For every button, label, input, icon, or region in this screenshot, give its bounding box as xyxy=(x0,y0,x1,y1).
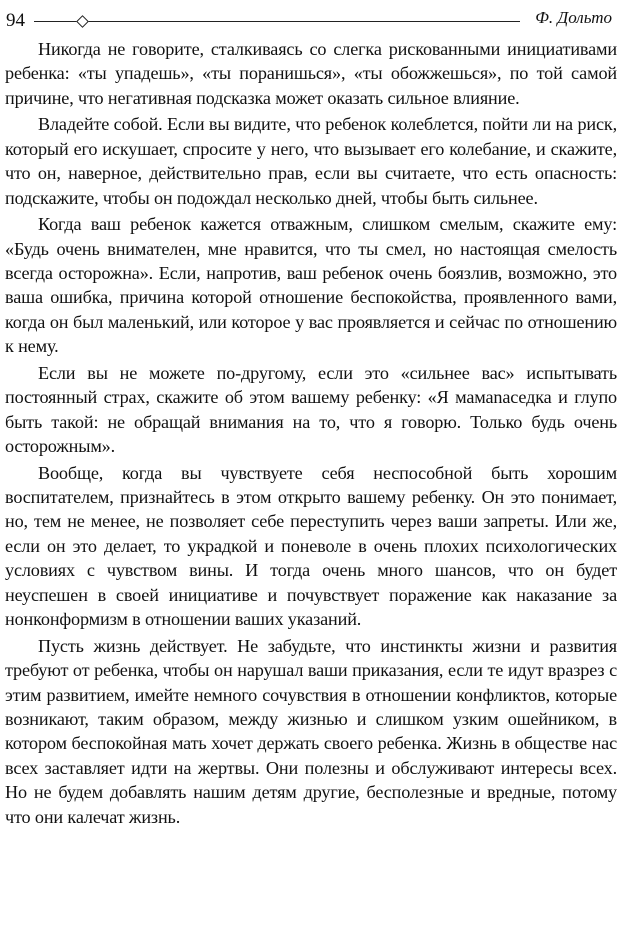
page-number: 94 xyxy=(6,10,25,31)
header-rule xyxy=(34,21,520,22)
body-text xyxy=(5,37,617,831)
paragraph: Когда ваш ребенок кажется отважным, слишком смелым, скажите ему: «Будь очень внимателен, мне нравится, что ты смел, но настоящая смелость всегда осторожна». Если, напротив, ваш ребенок очень боязлив, возможно, это ваша ошибка, причина которой отношение беспокойства, проявленного вами, когда он был маленький, или которое у вас проявляется и сейчас по отношению к нему. xyxy=(5,214,617,357)
paragraph: Никогда не говорите, сталкиваясь со слегка рискованными инициативами ребенка: «ты упадешь», «ты поранишься», «ты обожжешься», по той самой причине, что негативная подсказка может оказать сильное влияние. xyxy=(5,39,617,108)
paragraph: Вообще, когда вы чувствуете себя неспособной быть хорошим воспитателем, признайтесь в этом открыто вашему ребенку. Он это понимает, но, тем не менее, не позволяет себе переступить через ваши запреты. Или же, если он это делает, то украдкой и поневоле в очень плохих психологических условиях с чувством вины. И тогда очень много шансов, что он будет неуспешен в своей инициативе и почувствует поражение как наказание за нонконформизм в отношении ваших указаний. xyxy=(5,462,617,630)
running-title: Ф. Дольто xyxy=(535,8,612,27)
diamond-ornament-icon xyxy=(76,15,89,28)
page-header xyxy=(6,4,612,34)
paragraph: Если вы не можете по-другому, если это «сильнее вас» испытывать постоянный страх, скажите об этом вашему ребенку: «Я мамаnаседка и глупо быть такой: не обращай внимания на то, что я говорю. Только будь очень осторожным». xyxy=(5,362,617,457)
paragraph: Владейте собой. Если вы видите, что ребенок колеблется, пойти ли на риск, который его искушает, спросите у него, что вызывает его колебание, и скажите, что он, наверное, действительно прав, если вы считаете, что есть опасность: подскажите, чтобы он подождал несколько дней, чтобы быть сильнее. xyxy=(5,114,617,208)
paragraph: Пусть жизнь действует. Не забудьте, что инстинкты жизни и развития требуют от ребенка, чтобы он нарушал ваши приказания, если те идут вразрез с этим развитием, имейте немного сочувствия в отношении конфликтов, которые возникают, таким образом, между жизнью и слишком узким ошейником, в котором беспокойная мать хочет держать своего ребенка. Жизнь в обществе нас всех заставляет идти на жертвы. Они полезны и обслуживают интересы всех. Но не будем добавлять нашим детям другие, бесполезные и вредные, потому что они калечат жизнь. xyxy=(5,635,617,827)
